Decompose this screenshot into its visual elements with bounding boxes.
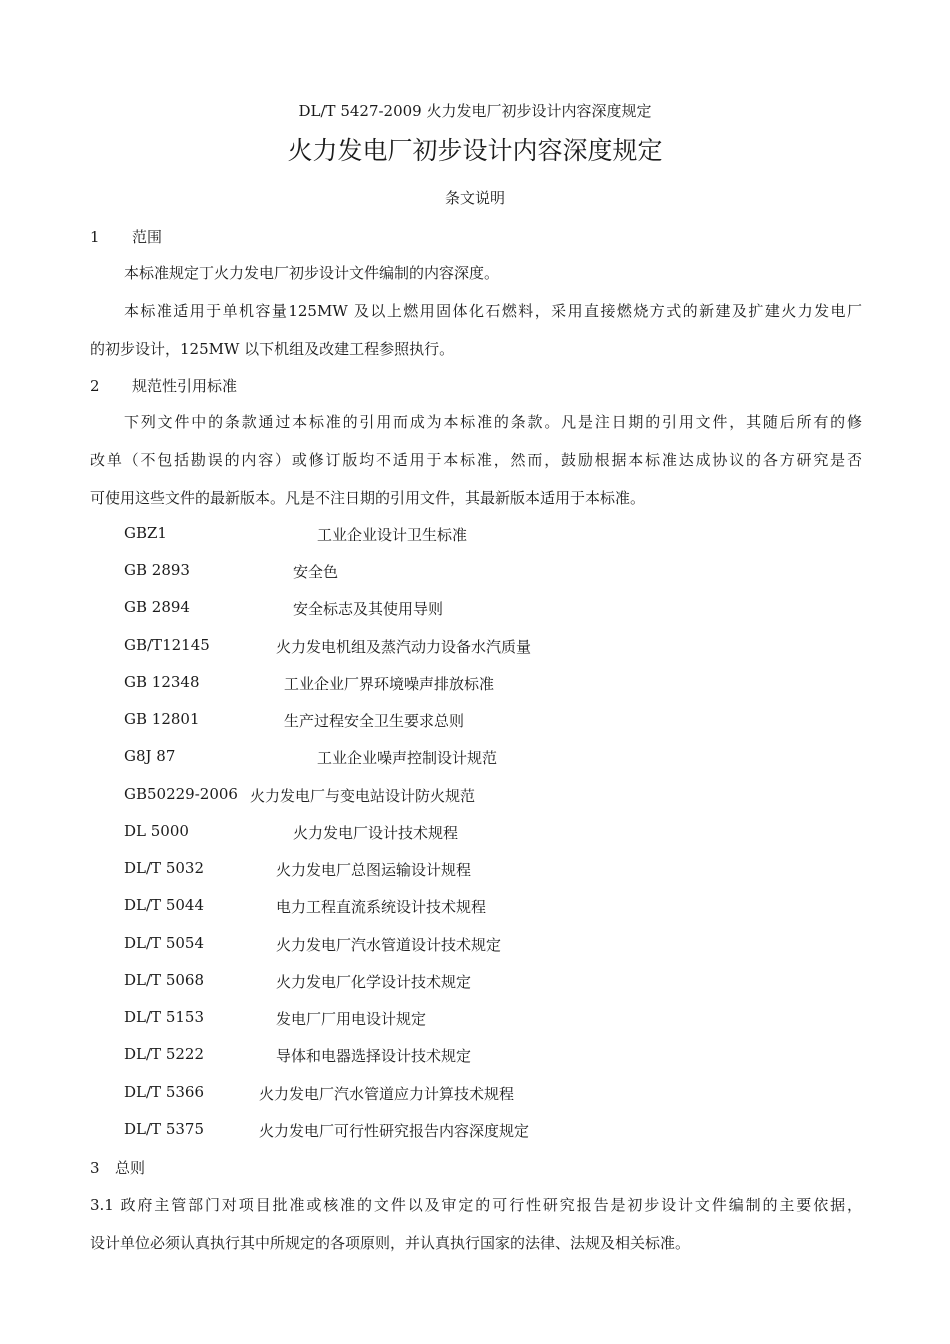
section-heading-scope — [90, 226, 162, 247]
reference-name: 火力发电厂汽水管道设计技术规定 — [276, 936, 502, 954]
scope-paragraph-1: 本标准规定丁火力发电厂初步设计文件编制的内容深度。 — [124, 264, 500, 282]
document-header: DL/T 5427-2009 火力发电厂初步设计内容深度规定 — [298, 102, 652, 120]
reference-code: GB/T12145 — [124, 636, 210, 654]
reference-name: 电力工程直流系统设计技术规程 — [276, 898, 487, 916]
reference-code: GB 12348 — [124, 673, 200, 691]
section-title: 规范性引用标准 — [132, 377, 238, 395]
section-number: 1 — [90, 228, 100, 246]
reference-code: GB 12801 — [124, 710, 200, 728]
reference-code: DL/T 5068 — [124, 971, 204, 989]
reference-code: DL/T 5375 — [124, 1120, 204, 1138]
section-title: 总则 — [115, 1159, 146, 1177]
reference-name: 工业企业厂界环境噪声排放标准 — [284, 675, 495, 693]
section-heading-general — [90, 1157, 145, 1178]
reference-code: GB 2893 — [124, 561, 190, 579]
reference-code: DL/T 5054 — [124, 934, 204, 952]
general-paragraph: 3.1 政府主管部门对项目批准或核准的文件以及审定的可行性研究报告是初步设计文件编制的主要依据， 设计单位必须认真执行其中所规定的各项原则，并认真执行国家的法律、法规及相关标准。 — [90, 1196, 862, 1252]
reference-code: GB50229-2006 — [124, 785, 238, 803]
reference-code: DL/T 5032 — [124, 859, 204, 877]
reference-name: 安全色 — [293, 563, 339, 581]
reference-name: 火力发电厂化学设计技术规定 — [276, 973, 472, 991]
reference-name: 火力发电厂设计技术规程 — [293, 824, 459, 842]
reference-code: G8J 87 — [124, 747, 176, 765]
normative-paragraph: 下列文件中的条款通过本标准的引用而成为本标准的条款。凡是注日期的引用文件，其随后所有的修 改单（不包括勘误的内容）或修订版均不适用于本标准，然而，鼓励根据本标准达成协议的各方研究是否 可使用这些文件的最新版本。凡是不注日期的引用文件，其最新版本适用于本标准。 — [90, 413, 862, 507]
reference-code: DL/T 5153 — [124, 1008, 204, 1026]
reference-code: DL/T 5366 — [124, 1083, 204, 1101]
scope-paragraph-2: 本标准适用于单机容量125MW 及以上燃用固体化石燃料，采用直接燃烧方式的新建及扩建火力发电厂 的初步设计，125MW 以下机组及改建工程参照执行。 — [90, 302, 862, 358]
reference-code: GB 2894 — [124, 598, 190, 616]
section-title: 范围 — [132, 228, 163, 246]
reference-name: 安全标志及其使用导则 — [293, 600, 444, 618]
reference-code: GBZ1 — [124, 524, 167, 542]
reference-code: DL 5000 — [124, 822, 189, 840]
document-title: 火力发电厂初步设计内容深度规定 — [287, 136, 663, 165]
reference-name: 火力发电厂汽水管道应力计算技术规程 — [259, 1085, 515, 1103]
reference-code: DL/T 5044 — [124, 896, 204, 914]
section-number: 3 — [90, 1159, 100, 1177]
reference-name: 发电厂厂用电设计规定 — [276, 1010, 427, 1028]
reference-name: 工业企业噪声控制设计规范 — [317, 749, 498, 767]
reference-name: 火力发电机组及蒸汽动力设备水汽质量 — [276, 638, 532, 656]
section-number: 2 — [90, 377, 100, 395]
reference-name: 生产过程安全卫生要求总则 — [284, 712, 465, 730]
reference-name: 火力发电厂与变电站设计防火规范 — [250, 787, 476, 805]
reference-name: 火力发电厂总图运输设计规程 — [276, 861, 472, 879]
document-subtitle: 条文说明 — [444, 189, 505, 207]
reference-name: 导体和电器选择设计技术规定 — [276, 1047, 472, 1065]
section-heading-normative-references — [90, 375, 237, 396]
reference-name: 工业企业设计卫生标准 — [317, 526, 468, 544]
reference-code: DL/T 5222 — [124, 1045, 204, 1063]
reference-name: 火力发电厂可行性研究报告内容深度规定 — [259, 1122, 530, 1140]
